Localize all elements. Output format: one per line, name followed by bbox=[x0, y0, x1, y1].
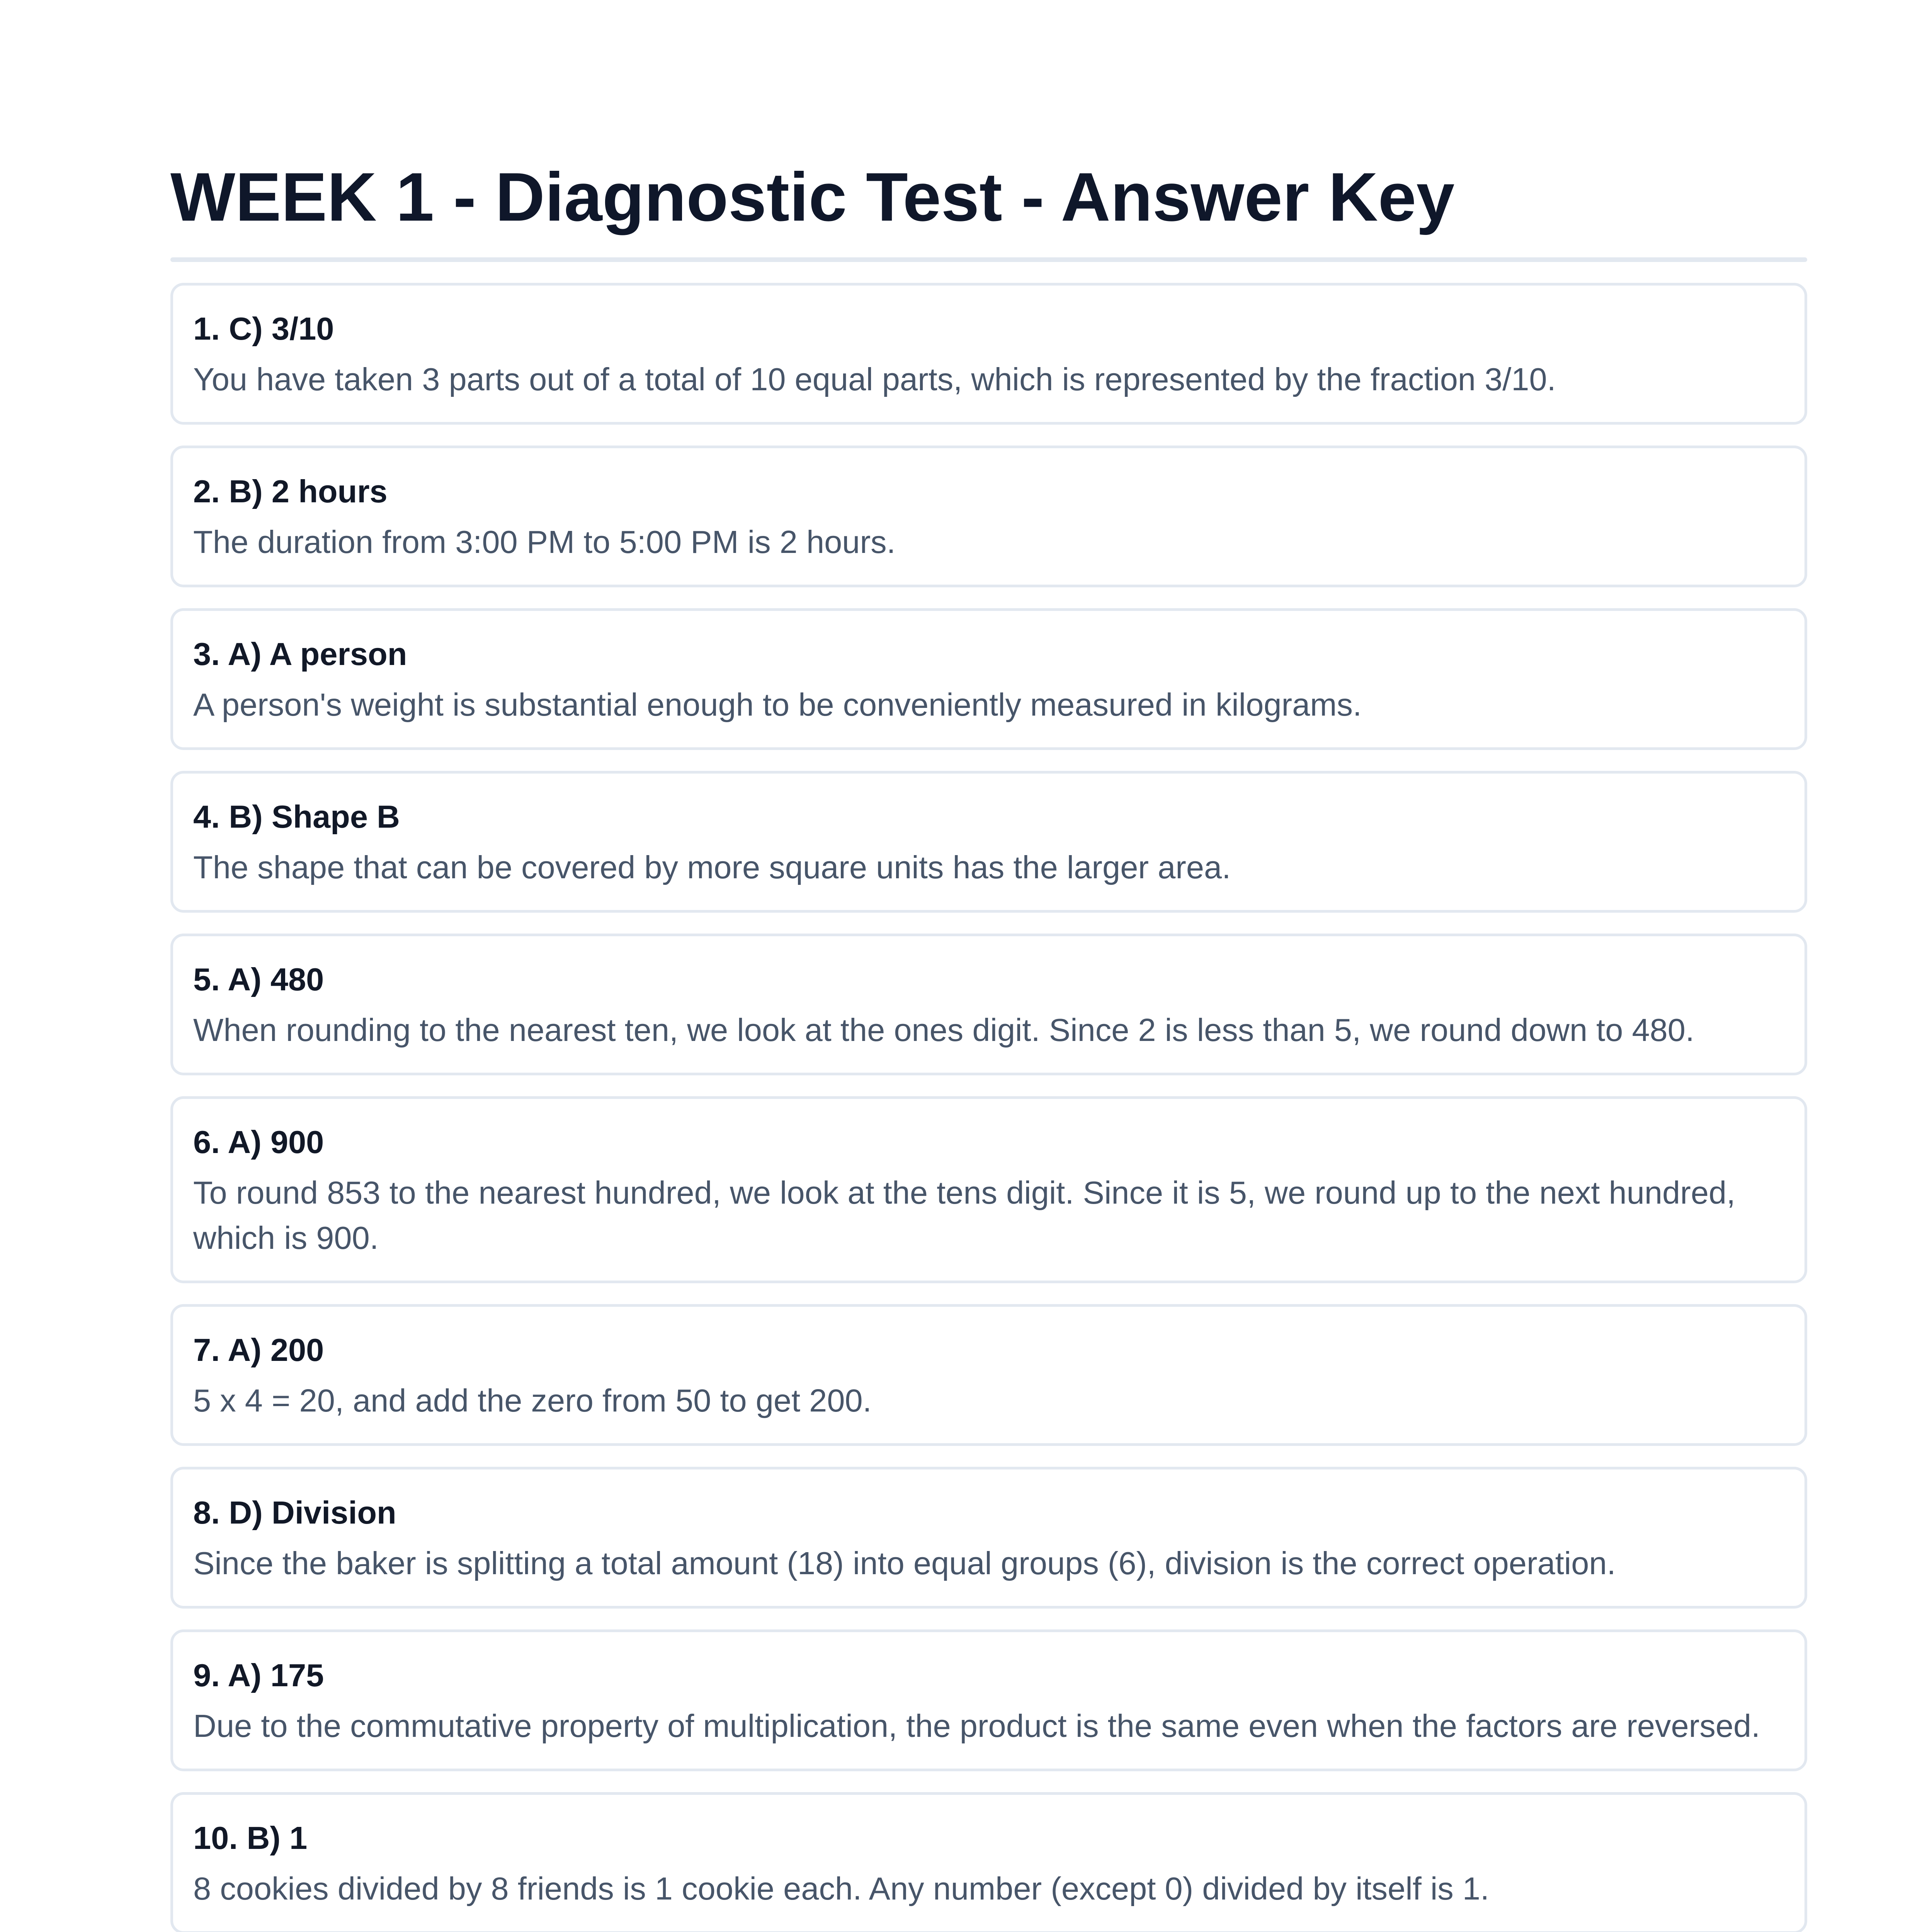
answer-card-1 bbox=[170, 283, 1807, 425]
answer-card-9 bbox=[170, 1629, 1807, 1771]
answer-card-7 bbox=[170, 1304, 1807, 1446]
answer-card-10 bbox=[170, 1792, 1807, 1932]
answer-title: 6. A) 900 bbox=[193, 1124, 324, 1160]
answer-title: 1. C) 3/10 bbox=[193, 311, 334, 347]
answer-title: 7. A) 200 bbox=[193, 1332, 324, 1368]
answer-title: 9. A) 175 bbox=[193, 1657, 324, 1693]
answer-explanation: The duration from 3:00 PM to 5:00 PM is 2 hours. bbox=[193, 524, 896, 560]
title-divider bbox=[170, 257, 1807, 262]
answer-explanation: To round 853 to the nearest hundred, we look at the tens digit. Since it is 5, we round up to the next hundred, which is 900. bbox=[193, 1175, 1736, 1256]
answer-title: 2. B) 2 hours bbox=[193, 473, 388, 509]
answer-card-2 bbox=[170, 446, 1807, 587]
answer-explanation: You have taken 3 parts out of a total of 10 equal parts, which is represented by the fraction 3/10. bbox=[193, 361, 1556, 397]
answer-explanation: A person's weight is substantial enough to be conveniently measured in kilograms. bbox=[193, 687, 1362, 723]
answer-title: 8. D) Division bbox=[193, 1495, 396, 1531]
answer-explanation: Due to the commutative property of multiplication, the product is the same even when the factors are reversed. bbox=[193, 1708, 1760, 1744]
answer-title: 4. B) Shape B bbox=[193, 799, 400, 835]
answer-card-3 bbox=[170, 608, 1807, 750]
answer-card-8 bbox=[170, 1467, 1807, 1609]
answer-card-6 bbox=[170, 1096, 1807, 1283]
answer-title: 5. A) 480 bbox=[193, 961, 324, 997]
answer-explanation: When rounding to the nearest ten, we look at the ones digit. Since 2 is less than 5, we round down to 480. bbox=[193, 1012, 1694, 1048]
answer-card-5 bbox=[170, 934, 1807, 1075]
answer-title: 10. B) 1 bbox=[193, 1820, 308, 1856]
answer-explanation: The shape that can be covered by more square units has the larger area. bbox=[193, 849, 1231, 885]
answer-explanation: Since the baker is splitting a total amount (18) into equal groups (6), division is the correct operation. bbox=[193, 1545, 1616, 1581]
answer-list bbox=[170, 283, 1807, 1932]
answer-title: 3. A) A person bbox=[193, 636, 407, 672]
answer-explanation: 5 x 4 = 20, and add the zero from 50 to get 200. bbox=[193, 1383, 872, 1418]
answer-explanation: 8 cookies divided by 8 friends is 1 cookie each. Any number (except 0) divided by itself is 1. bbox=[193, 1871, 1490, 1906]
answer-card-4 bbox=[170, 771, 1807, 913]
page-title: WEEK 1 - Diagnostic Test - Answer Key bbox=[170, 158, 1455, 235]
answer-key-page bbox=[170, 155, 1807, 1932]
